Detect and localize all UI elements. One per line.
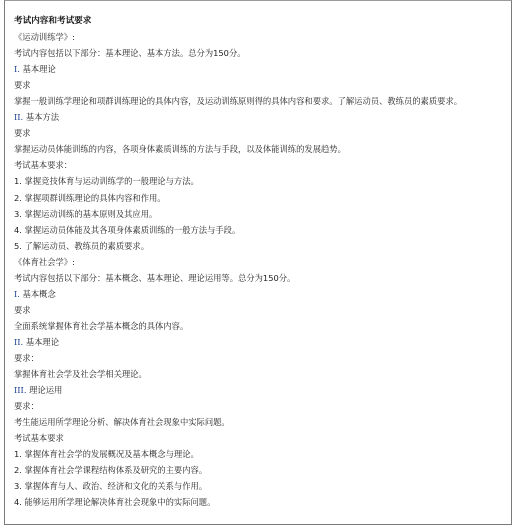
document-line (14, 254, 504, 270)
line-text: 考试内容包括以下部分：基本概念、基本理论、理论运用等。总分为150分。 (14, 272, 296, 283)
document-line (14, 109, 504, 125)
line-text: 要求 (14, 304, 31, 315)
document-line (14, 222, 504, 238)
line-text: 基本方法 (23, 112, 60, 123)
line-text: 4. 掌握运动员体能及其各项身体素质训练的一般方法与手段。 (14, 224, 241, 235)
document-line (14, 382, 504, 398)
line-text: 掌握一般训练学理论和项群训练理论的具体内容，及运动训练原则得的具体内容和要求。了解运动员、教练员的素质要求。 (14, 96, 463, 107)
document-line (14, 77, 504, 93)
roman-numeral: II. (14, 112, 24, 123)
line-text: 基本概念 (19, 288, 56, 299)
document-line (14, 270, 504, 286)
line-text: 考生能运用所学理论分析、解决体育社会现象中实际问题。 (14, 417, 230, 428)
roman-numeral: I. (14, 288, 20, 299)
line-text: 《体育社会学》: (14, 256, 75, 267)
document-line (14, 302, 504, 318)
document-line (14, 318, 504, 334)
document-line (14, 93, 504, 109)
document-line (14, 141, 504, 157)
line-text: 考试基本要求 (14, 433, 64, 444)
document-line (14, 398, 504, 414)
line-text: 要求： (14, 352, 39, 363)
line-text: 2. 掌握项群训练理论的具体内容和作用。 (14, 192, 166, 203)
document-line (14, 286, 504, 302)
document-line (14, 334, 504, 350)
document-line (14, 238, 504, 254)
document-line (14, 462, 504, 478)
document-line (14, 125, 504, 141)
line-text: 3. 掌握体育与人、政治、经济和文化的关系与作用。 (14, 481, 208, 492)
line-text: 要求 (14, 128, 31, 139)
line-text: 基本理论 (23, 336, 60, 347)
document-line (14, 446, 504, 462)
line-text: 要求： (14, 401, 39, 412)
line-text: 掌握体育社会学及社会学相关理论。 (14, 369, 147, 380)
roman-numeral: III. (14, 385, 27, 396)
document-line (14, 190, 504, 206)
document-line (14, 414, 504, 430)
document-line (14, 350, 504, 366)
line-text: 5. 了解运动员、教练员的素质要求。 (14, 240, 150, 251)
document-line (14, 430, 504, 446)
line-text: 全面系统掌握体育社会学基本概念的具体内容。 (14, 320, 189, 331)
document-line (14, 366, 504, 382)
line-text: 要求 (14, 80, 31, 91)
document-line (14, 157, 504, 173)
line-text: 1. 掌握竞技体育与运动训练学的一般理论与方法。 (14, 176, 199, 187)
line-text: 考试内容包括以下部分：基本理论、基本方法。总分为150分。 (14, 48, 246, 59)
line-text: 掌握运动员体能训练的内容，各项身体素质训练的方法与手段，以及体能训练的发展趋势。 (14, 144, 346, 155)
document-line (14, 494, 504, 510)
document-line (14, 206, 504, 222)
line-text: 3. 掌握运动训练的基本原则及其应用。 (14, 208, 158, 219)
roman-numeral: I. (14, 64, 20, 75)
document-line (14, 478, 504, 494)
document-content (14, 13, 504, 510)
document-lines (14, 29, 504, 510)
line-text: 4. 能够运用所学理论解决体育社会现象中的实际问题。 (14, 497, 216, 508)
line-text: 2. 掌握体育社会学课程结构体系及研究的主要内容。 (14, 465, 208, 476)
line-text: 基本理论 (19, 64, 56, 75)
document-title: 考试内容和考试要求 (14, 16, 92, 26)
document-line (14, 173, 504, 189)
document-line (14, 29, 504, 45)
document-line (14, 45, 504, 61)
document-line (14, 61, 504, 77)
roman-numeral: II. (14, 336, 24, 347)
line-text: 《运动训练学》: (14, 32, 75, 43)
line-text: 理论运用 (26, 385, 63, 396)
line-text: 考试基本要求： (14, 160, 73, 171)
line-text: 1. 掌握体育社会学的发展概况及基本概念与理论。 (14, 449, 199, 460)
